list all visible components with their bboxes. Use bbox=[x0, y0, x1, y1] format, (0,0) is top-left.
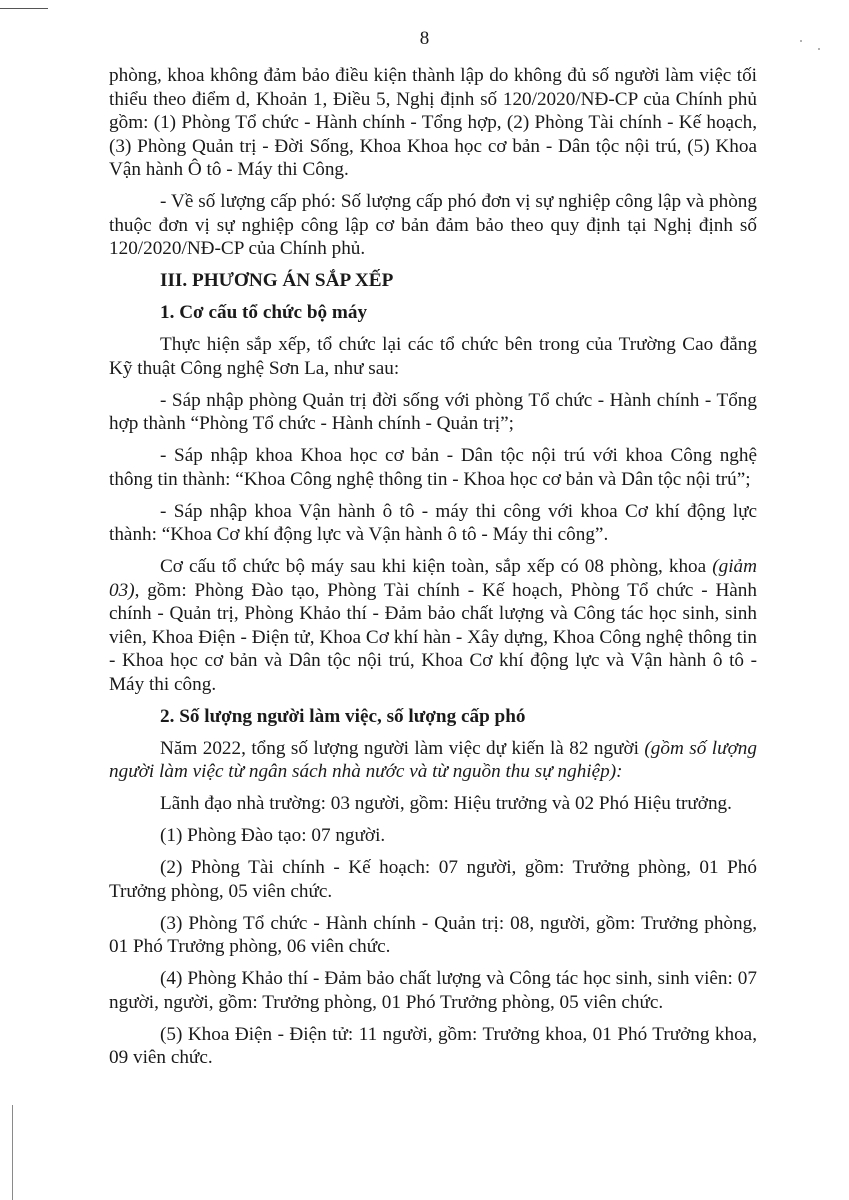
paragraph: - Sáp nhập khoa Khoa học cơ bản - Dân tộc nội trú với khoa Công nghệ thông tin thành: “Khoa Công nghệ thông tin - Khoa học cơ bản và Dân tộc nội trú”; bbox=[109, 445, 757, 490]
paragraph: phòng, khoa không đảm bảo điều kiện thành lập do không đủ số người làm việc tối thiểu theo điểm d, Khoản 1, Điều 5, Nghị định số 120/2020/NĐ-CP của Chính phủ gồm: (1) Phòng Tổ chức - Hành chính - Tổng hợp, (2) Phòng Tài chính - Kế hoạch, (3) Phòng Quản trị - Đời Sống, Khoa Khoa học cơ bản - Dân tộc nội trú, (5) Khoa Vận hành Ô tô - Máy thi Công. bbox=[109, 65, 757, 180]
subsection-heading: 1. Cơ cấu tổ chức bộ máy bbox=[160, 302, 368, 323]
paragraph: (4) Phòng Khảo thí - Đảm bảo chất lượng và Công tác học sinh, sinh viên: 07 người, người, gồm: Trưởng phòng, 01 Phó Trưởng phòng, 05 viên chức. bbox=[109, 968, 757, 1013]
paragraph bbox=[109, 555, 757, 696]
section-heading: III. PHƯƠNG ÁN SẮP XẾP bbox=[160, 270, 394, 291]
text-run: , gồm: Phòng Đào tạo, Phòng Tài chính - Kế hoạch, Phòng Tổ chức - Hành chính - Quản trị, Phòng Khảo thí - Đảm bảo chất lượng và Công tác học sinh, sinh viên, Khoa Điện - Điện tử, Khoa Cơ khí hàn - Xây dựng, Khoa Công nghệ thông tin - Khoa học cơ bản và Dân tộc nội trú, Khoa Cơ khí động lực và Vận hành ô tô - Máy thi công. bbox=[109, 579, 757, 695]
subsection-heading: 2. Số lượng người làm việc, số lượng cấp phó bbox=[160, 705, 526, 727]
paragraph bbox=[109, 737, 757, 784]
paragraph: - Về số lượng cấp phó: Số lượng cấp phó đơn vị sự nghiệp công lập và phòng thuộc đơn vị sự nghiệp công lập cơ bản đảm bảo theo quy định tại Nghị định số 120/2020/NĐ-CP của Chính phủ. bbox=[109, 191, 757, 259]
page-number: 8 bbox=[419, 28, 430, 49]
text-run: Năm 2022, tổng số lượng người làm việc dự kiến là 82 người bbox=[160, 737, 645, 759]
paragraph: Thực hiện sắp xếp, tổ chức lại các tổ chức bên trong của Trường Cao đẳng Kỹ thuật Công nghệ Sơn La, như sau: bbox=[109, 334, 757, 379]
text-run: Cơ cấu tổ chức bộ máy sau khi kiện toàn, sắp xếp có 08 phòng, khoa bbox=[160, 556, 713, 577]
scan-edge-top bbox=[0, 8, 48, 9]
scan-edge-left bbox=[12, 1105, 13, 1200]
paragraph: (3) Phòng Tổ chức - Hành chính - Quản trị: 08, người, gồm: Trưởng phòng, 01 Phó Trưởng phòng, 06 viên chức. bbox=[109, 912, 757, 957]
paragraph: - Sáp nhập khoa Vận hành ô tô - máy thi công với khoa Cơ khí động lực thành: “Khoa Cơ khí động lực và Vận hành ô tô - Máy thi công”. bbox=[109, 500, 757, 545]
paragraph: (2) Phòng Tài chính - Kế hoạch: 07 người, gồm: Trưởng phòng, 01 Phó Trưởng phòng, 05 viên chức. bbox=[109, 857, 757, 902]
italic-note: (gồm số lượng người làm việc từ ngân sách nhà nước và từ nguồn thu sự nghiệp): bbox=[109, 737, 757, 782]
paragraph: (5) Khoa Điện - Điện tử: 11 người, gồm: Trưởng khoa, 01 Phó Trưởng khoa, 09 viên chức. bbox=[109, 1023, 757, 1068]
paragraph: - Sáp nhập phòng Quản trị đời sống với phòng Tổ chức - Hành chính - Tổng hợp thành “Phòng Tổ chức - Hành chính - Quản trị”; bbox=[109, 389, 757, 434]
document-body bbox=[109, 64, 757, 1078]
paragraph: Lãnh đạo nhà trường: 03 người, gồm: Hiệu trưởng và 02 Phó Hiệu trưởng. bbox=[160, 793, 732, 814]
italic-note: (giảm 03) bbox=[109, 556, 757, 601]
paragraph: (1) Phòng Đào tạo: 07 người. bbox=[160, 825, 386, 846]
